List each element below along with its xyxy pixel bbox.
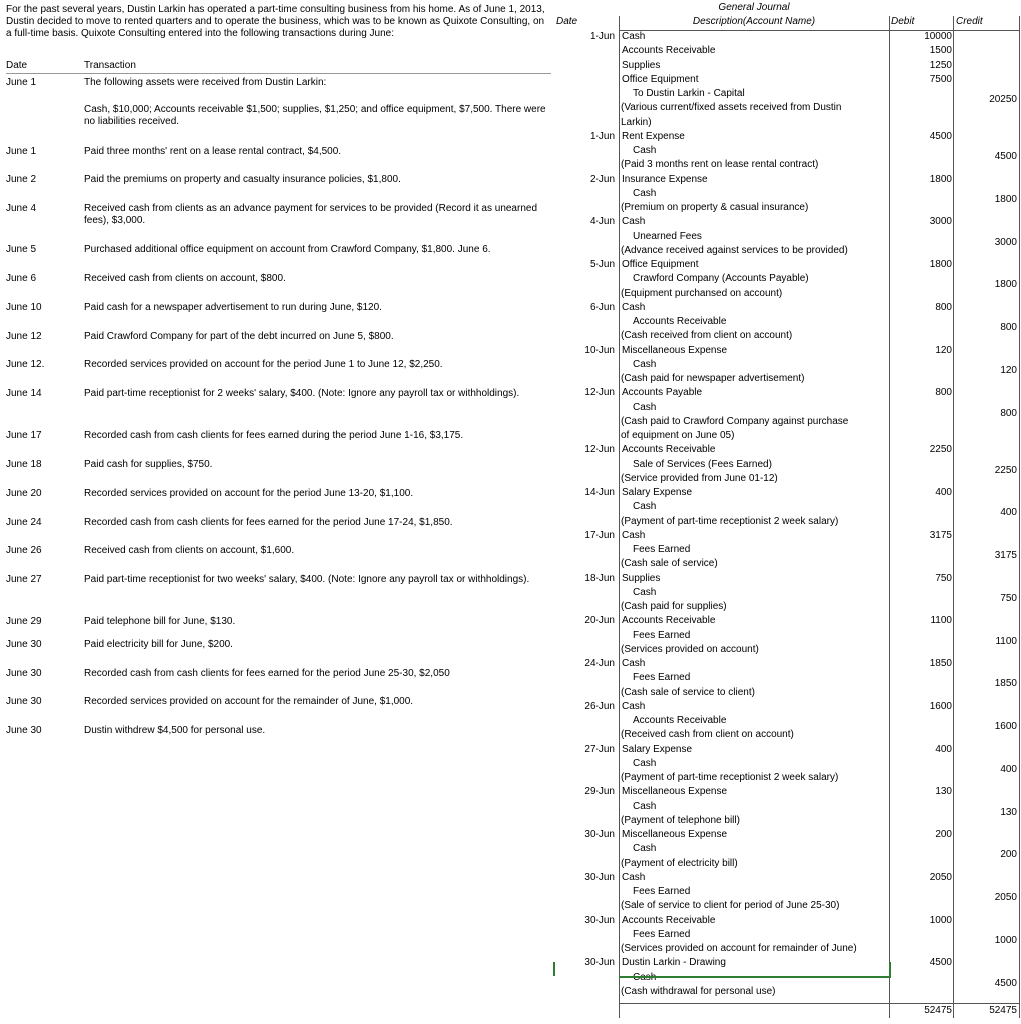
journal-row (553, 814, 1021, 828)
transaction-text: Paid cash for a newspaper advertisement to run during June, $120. (84, 302, 382, 313)
transaction-date: June 29 (6, 616, 42, 627)
credit-amount: 20250 (989, 94, 1017, 105)
transaction-date: June 18 (6, 459, 42, 470)
account-name: Accounts Receivable (622, 615, 716, 627)
debit-amount: 400 (935, 487, 952, 498)
date-column-header: Date (6, 60, 28, 71)
credit-amount: 400 (1000, 763, 1017, 775)
journal-row (553, 771, 1021, 785)
journal-row (553, 500, 1021, 519)
journal-row (553, 785, 1021, 799)
debit-amount: 1250 (929, 59, 952, 71)
account-name: Accounts Receivable (622, 444, 716, 456)
journal-row (553, 686, 1021, 700)
transaction-date: June 12 (6, 331, 42, 342)
transaction-date: June 1 (6, 77, 37, 88)
debit-amount: 750 (935, 572, 952, 584)
total-rule (619, 1003, 1019, 1004)
account-name: Rent Expense (622, 130, 685, 142)
account-name: Cash (622, 216, 646, 228)
problem-statement (6, 4, 551, 736)
transaction-date: June 30 (6, 639, 42, 650)
entry-date: 4-Jun (589, 216, 615, 228)
account-name: Miscellaneous Expense (622, 786, 728, 798)
transaction-text: Recorded services provided on account for the period June 13-20, $1,100. (84, 488, 414, 499)
journal-row (553, 515, 1021, 529)
entry-date: 30-Jun (584, 914, 615, 926)
account-name: Cash (633, 971, 657, 983)
debit-amount: 1000 (929, 914, 952, 926)
credit-amount: 800 (1000, 407, 1017, 419)
account-name: Accounts Payable (622, 387, 703, 399)
credit-amount: 3175 (994, 550, 1017, 561)
journal-row (553, 586, 1021, 604)
selection-marker (553, 962, 555, 976)
account-name: Cash (622, 529, 646, 541)
journal-row (553, 73, 1021, 87)
journal-row (553, 401, 1021, 419)
account-name: Insurance Expense (622, 173, 708, 185)
entry-explanation: (Cash sale of service) (621, 558, 718, 570)
credit-amount: 400 (1000, 507, 1017, 519)
debit-amount: 800 (935, 387, 952, 399)
entry-explanation: (Cash sale of service to client) (621, 686, 755, 698)
journal-row (553, 44, 1021, 58)
entry-explanation: (Payment of part-time receptionist 2 week salary) (621, 772, 839, 783)
transaction-text: Recorded services provided on account for the remainder of June, $1,000. (84, 696, 414, 707)
transaction-column-header: Transaction (84, 60, 136, 71)
entry-explanation: (Premium on property & casual insurance) (621, 202, 809, 213)
journal-row (553, 386, 1021, 400)
account-name: Office Equipment (622, 73, 699, 85)
journal-row (553, 714, 1021, 732)
transaction-text: Purchased additional office equipment on account from Crawford Company, $1,800. June 6. (84, 244, 491, 255)
credit-amount: 3000 (994, 236, 1017, 248)
debit-amount: 1100 (930, 615, 952, 627)
entry-explanation: Larkin) (621, 116, 652, 128)
journal-row (553, 315, 1021, 333)
journal-title: General Journal (718, 2, 790, 13)
debit-amount: 200 (935, 829, 952, 840)
journal-credit-header: Credit (956, 16, 983, 27)
account-name: Supplies (622, 572, 661, 584)
entry-date: 17-Jun (584, 529, 615, 541)
entry-explanation: (Cash received from client on account) (621, 330, 793, 342)
account-name: Cash (622, 658, 646, 669)
debit-amount: 1600 (929, 700, 952, 712)
debit-amount: 3175 (929, 529, 952, 541)
general-journal (553, 0, 1021, 1024)
journal-row (553, 443, 1021, 457)
account-name: Supplies (622, 59, 661, 71)
transaction-date: June 30 (6, 696, 42, 707)
entry-explanation: (Services provided on account) (621, 643, 759, 655)
journal-row (553, 230, 1021, 248)
entry-date: 24-Jun (584, 658, 615, 669)
entry-explanation: (Advance received against services to be provided) (621, 244, 848, 256)
journal-row (553, 101, 1021, 115)
debit-amount: 120 (935, 344, 952, 356)
transaction-date: June 24 (6, 517, 42, 528)
account-name: Fees Earned (633, 928, 691, 940)
account-name: Fees Earned (633, 886, 691, 897)
entry-date: 26-Jun (584, 700, 615, 712)
credit-amount: 120 (1000, 364, 1017, 376)
transaction-date: June 10 (6, 302, 42, 313)
transaction-date: June 6 (6, 273, 37, 284)
entry-explanation: (Sale of service to client for period of June 25-30) (621, 900, 840, 912)
journal-row (553, 116, 1021, 130)
account-name: Cash (633, 187, 657, 199)
journal-row (553, 757, 1021, 775)
transaction-date: June 4 (6, 203, 37, 214)
journal-row (553, 458, 1021, 476)
entry-explanation: of equipment on June 05) (621, 430, 735, 441)
account-name: To Dustin Larkin - Capital (633, 88, 745, 99)
transaction-text: Cash, $10,000; Accounts receivable $1,500; supplies, $1,250; and office equipment, $7,500. There were no liabilities received. (84, 104, 546, 127)
journal-row (553, 842, 1021, 861)
journal-row (553, 301, 1021, 315)
entry-date: 20-Jun (584, 615, 615, 627)
credit-amount: 130 (1000, 806, 1017, 818)
debit-amount: 1500 (929, 45, 952, 57)
credit-amount: 1600 (994, 721, 1017, 732)
entry-explanation: (Services provided on account for remainder of June) (621, 943, 857, 954)
credit-amount: 4500 (994, 151, 1017, 162)
journal-row (553, 272, 1021, 291)
entry-date: 10-Jun (584, 344, 615, 356)
account-name: Accounts Receivable (633, 316, 727, 327)
debit-amount: 1800 (929, 173, 952, 185)
debit-amount: 4500 (929, 957, 952, 969)
account-name: Cash (633, 145, 657, 156)
account-name: Cash (633, 757, 657, 769)
debit-amount: 4500 (929, 130, 952, 142)
journal-row (553, 942, 1021, 956)
transaction-date: June 27 (6, 574, 42, 585)
journal-row (553, 187, 1021, 205)
transaction-date: June 20 (6, 488, 42, 499)
account-name: Cash (622, 871, 646, 883)
debit-amount: 130 (935, 786, 952, 798)
debit-amount: 1800 (929, 259, 952, 270)
credit-amount: 200 (1000, 849, 1017, 861)
journal-row (553, 700, 1021, 714)
account-name: Fees Earned (633, 672, 691, 684)
journal-row (553, 486, 1021, 500)
account-name: Miscellaneous Expense (622, 344, 728, 356)
journal-row (553, 472, 1021, 486)
selected-cell-border (619, 976, 891, 978)
account-name: Unearned Fees (633, 230, 702, 242)
entry-explanation: (Cash paid for supplies) (621, 601, 727, 612)
transaction-text: Paid part-time receptionist for 2 weeks' salary, $400. (Note: Ignore any payroll tax or withholdings). (84, 388, 520, 399)
debit-amount: 2250 (929, 444, 952, 456)
account-name: Accounts Receivable (622, 45, 716, 57)
entry-explanation: (Received cash from client on account) (621, 729, 794, 741)
account-name: Fees Earned (633, 544, 691, 555)
entry-explanation: (Payment of telephone bill) (621, 814, 740, 826)
journal-row (553, 728, 1021, 742)
transaction-text: Dustin withdrew $4,500 for personal use. (84, 725, 266, 736)
journal-row (553, 329, 1021, 343)
journal-row (553, 629, 1021, 647)
entry-explanation: (Payment of electricity bill) (621, 857, 738, 869)
entry-explanation: (Various current/fixed assets received from Dustin (621, 102, 842, 114)
transaction-date: June 30 (6, 668, 42, 679)
journal-row (553, 158, 1021, 172)
credit-amount: 750 (1000, 592, 1017, 604)
journal-row (553, 144, 1021, 162)
journal-row (553, 358, 1021, 376)
transaction-text: Paid electricity bill for June, $200. (84, 639, 233, 650)
journal-row (553, 643, 1021, 657)
journal-row (553, 743, 1021, 757)
credit-amount: 4500 (994, 977, 1017, 989)
account-name: Cash (622, 301, 646, 313)
transaction-date: June 5 (6, 244, 37, 255)
journal-row (553, 928, 1021, 946)
credit-amount: 2250 (994, 464, 1017, 476)
transaction-text: Paid the premiums on property and casualty insurance policies, $1,800. (84, 174, 401, 185)
journal-row (553, 59, 1021, 73)
transaction-date: June 1 (6, 146, 37, 157)
credit-amount: 1800 (994, 279, 1017, 291)
transaction-date: June 12. (6, 359, 45, 370)
entry-date: 5-Jun (589, 259, 615, 270)
journal-row (553, 600, 1021, 614)
journal-row (553, 800, 1021, 818)
total-credit: 52475 (989, 1005, 1017, 1016)
entry-explanation: (Cash paid to Crawford Company against purchase (621, 415, 849, 427)
entry-date: 27-Jun (584, 743, 615, 755)
journal-row (553, 885, 1021, 903)
account-name: Dustin Larkin - Drawing (622, 957, 726, 969)
entry-date: 2-Jun (589, 173, 615, 185)
credit-amount: 1800 (994, 193, 1017, 205)
transaction-table-header (6, 59, 551, 74)
account-name: Cash (633, 401, 657, 413)
entry-date: 6-Jun (589, 301, 615, 313)
transaction-date: June 17 (6, 430, 42, 441)
account-name: Office Equipment (622, 259, 699, 270)
problem-intro: For the past several years, Dustin Larkin has operated a part-time consulting business from his home. As of June 1, 2013, Dustin decided to move to rented quarters and to operate the business, which was to be known as Quixote Consulting, on a full-time basis. Quixote Consulting entered into the following transactions during June: (6, 4, 545, 39)
entry-date: 30-Jun (584, 957, 615, 969)
journal-row (553, 914, 1021, 928)
transaction-date: June 14 (6, 388, 42, 399)
transaction-date: June 30 (6, 725, 42, 736)
selection-marker (889, 962, 891, 976)
journal-row (553, 30, 1021, 44)
debit-amount: 800 (935, 301, 952, 313)
entry-explanation: (Paid 3 months rent on lease rental contract) (621, 159, 819, 171)
journal-row (553, 828, 1021, 842)
transaction-date: June 2 (6, 174, 37, 185)
account-name: Cash (633, 586, 657, 598)
entry-date: 14-Jun (584, 487, 615, 498)
transaction-text: Recorded cash from cash clients for fees earned for the period June 25-30, $2,050 (84, 668, 450, 679)
journal-row (553, 985, 1021, 999)
credit-amount: 1100 (995, 635, 1017, 647)
transaction-text: Paid telephone bill for June, $130. (84, 616, 236, 627)
account-name: Cash (633, 501, 657, 513)
journal-row (553, 557, 1021, 571)
credit-amount: 800 (1000, 322, 1017, 333)
transaction-text: Recorded cash from cash clients for fees earned during the period June 1-16, $3,175. (84, 430, 464, 441)
debit-amount: 1850 (929, 658, 952, 669)
entry-date: 30-Jun (584, 829, 615, 840)
journal-row (553, 956, 1021, 970)
journal-row (553, 372, 1021, 386)
journal-row (553, 415, 1021, 429)
account-name: Crawford Company (Accounts Payable) (633, 273, 809, 285)
journal-row (553, 614, 1021, 628)
account-name: Fees Earned (633, 629, 691, 641)
credit-amount: 1000 (994, 934, 1017, 946)
journal-row (553, 344, 1021, 358)
account-name: Sale of Services (Fees Earned) (633, 458, 772, 470)
journal-row (553, 871, 1021, 885)
transaction-text: Recorded cash from cash clients for fees earned for the period June 17-24, $1,850. (84, 517, 453, 528)
entry-date: 1-Jun (589, 130, 615, 142)
entry-date: 29-Jun (584, 786, 615, 798)
total-debit: 52475 (924, 1005, 952, 1016)
journal-row (553, 899, 1021, 913)
entry-date: 18-Jun (584, 572, 615, 584)
transaction-text: Received cash from clients on account, $1,600. (84, 545, 295, 556)
transaction-text: Paid Crawford Company for part of the debt incurred on June 5, $800. (84, 331, 394, 342)
account-name: Cash (622, 700, 646, 712)
transaction-text: Paid three months' rent on a lease rental contract, $4,500. (84, 146, 342, 157)
account-name: Cash (633, 800, 657, 812)
journal-row (553, 215, 1021, 229)
journal-row (553, 657, 1021, 671)
entry-date: 30-Jun (584, 871, 615, 883)
debit-amount: 2050 (929, 871, 952, 883)
entry-explanation: (Equipment purchansed on account) (621, 287, 783, 299)
journal-row (553, 287, 1021, 301)
journal-row (553, 572, 1021, 586)
account-name: Cash (633, 843, 657, 855)
transaction-text: Paid part-time receptionist for two weeks' salary, $400. (Note: Ignore any payroll tax or withholdings). (84, 574, 530, 585)
journal-date-header: Date (556, 16, 578, 27)
journal-row (553, 543, 1021, 561)
journal-row (553, 671, 1021, 690)
entry-explanation: (Payment of part-time receptionist 2 week salary) (621, 515, 839, 527)
transaction-date: June 26 (6, 545, 42, 556)
journal-description-header: Description(Account Name) (692, 16, 816, 27)
entry-date: 12-Jun (584, 387, 615, 399)
credit-amount: 1850 (994, 678, 1017, 690)
journal-row (553, 173, 1021, 187)
debit-amount: 400 (935, 743, 952, 755)
account-name: Cash (633, 358, 657, 370)
debit-amount: 7500 (929, 73, 952, 85)
journal-row (553, 529, 1021, 543)
journal-row (553, 244, 1021, 258)
journal-row (553, 130, 1021, 144)
entry-explanation: (Cash paid for newspaper advertisement) (621, 373, 805, 384)
journal-row (553, 201, 1021, 215)
transaction-text: The following assets were received from Dustin Larkin: (84, 77, 327, 88)
journal-row (553, 87, 1021, 105)
account-name: Accounts Receivable (633, 715, 727, 726)
entry-explanation: (Service provided from June 01-12) (621, 472, 778, 484)
debit-amount: 3000 (929, 216, 952, 228)
debit-amount: 10000 (924, 31, 952, 42)
transaction-text: Paid cash for supplies, $750. (84, 459, 213, 470)
journal-row (553, 857, 1021, 871)
entry-date: 1-Jun (589, 31, 615, 42)
account-name: Miscellaneous Expense (622, 829, 728, 840)
journal-debit-header: Debit (891, 16, 915, 27)
account-name: Accounts Receivable (622, 914, 716, 926)
transaction-text: Received cash from clients as an advance payment for services to be provided (Record it as unearned fees), $3,000. (84, 203, 538, 226)
account-name: Cash (622, 31, 646, 42)
entry-explanation: (Cash withdrawal for personal use) (621, 985, 776, 997)
entry-date: 12-Jun (584, 444, 615, 456)
transaction-text: Recorded services provided on account for the period June 1 to June 12, $2,250. (84, 359, 443, 370)
journal-row (553, 429, 1021, 443)
journal-row (553, 258, 1021, 272)
account-name: Salary Expense (622, 487, 693, 498)
account-name: Salary Expense (622, 743, 693, 755)
transaction-text: Received cash from clients on account, $800. (84, 273, 286, 284)
credit-amount: 2050 (994, 892, 1017, 903)
